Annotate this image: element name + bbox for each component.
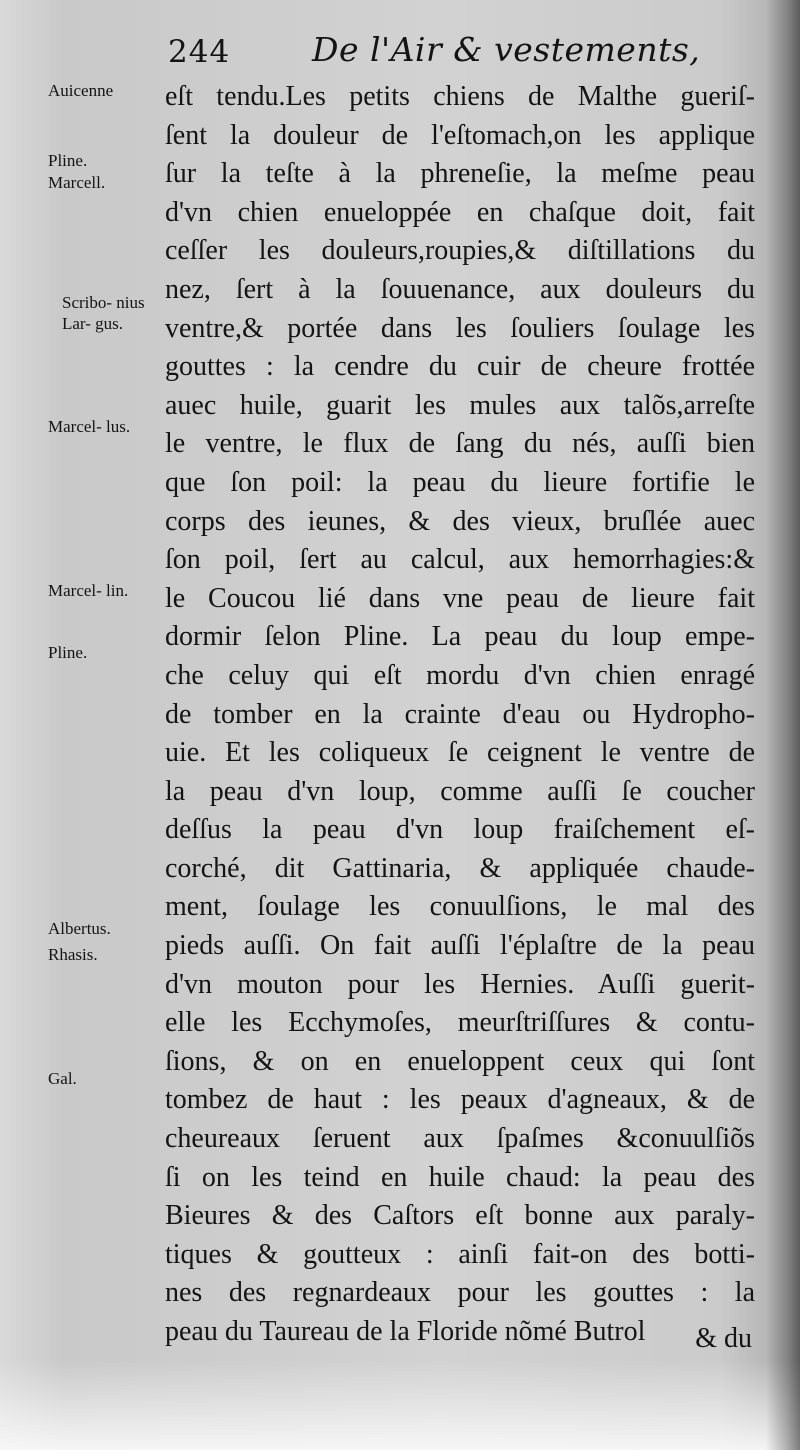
text-line: Bieures & des Caſtors eſt bonne aux paraly-: [165, 1200, 755, 1232]
margin-note: Pline.: [48, 643, 88, 662]
text-line: tombez de haut : les peaux d'agneaux, & de: [165, 1084, 755, 1116]
text-line: elle les Ecchymoſes, meurſtriſſures & contu-: [165, 1007, 755, 1039]
margin-note: Marcell.: [48, 173, 106, 192]
margin-note: Pline.: [48, 151, 88, 170]
margin-note: Marcel- lus.: [48, 417, 131, 436]
margin-note: Scribo- nius Lar- gus.: [62, 293, 145, 333]
text-line: d'vn mouton pour les Hernies. Auſſi guerit-: [165, 968, 755, 1000]
text-line: tiques & goutteux : ainſi fait-on des botti-: [165, 1238, 755, 1270]
page-number: 244: [168, 34, 231, 70]
text-line: deſſus la peau d'vn loup fraiſchement eſ-: [165, 814, 755, 846]
text-line: ſent la douleur de l'eſtomach,on les applique: [165, 119, 755, 151]
running-title: De l'Air & vestements,: [312, 30, 701, 69]
text-line: corps des ieunes, & des vieux, bruſlée auec: [165, 505, 755, 537]
catchword: & du: [695, 1323, 752, 1354]
text-line: che celuy qui eſt mordu d'vn chien enragé: [165, 659, 755, 691]
text-line: le Coucou lié dans vne peau de lieure fait: [165, 582, 755, 614]
text-line: nez, ſert à la ſouuenance, aux douleurs du: [165, 273, 755, 305]
text-line: ment, ſoulage les conuulſions, le mal des: [165, 891, 755, 923]
body-text: [165, 78, 755, 1352]
text-line: ſions, & on en enueloppent ceux qui ſont: [165, 1045, 755, 1077]
text-line: dormir ſelon Pline. La peau du loup empe-: [165, 621, 755, 653]
text-line: gouttes : la cendre du cuir de cheure frottée: [165, 351, 755, 383]
text-line: nes des regnardeaux pour les gouttes : la: [165, 1277, 755, 1309]
page-bottom-shade: [0, 1360, 800, 1450]
text-line: ſur la teſte à la phreneſie, la meſme peau: [165, 158, 755, 190]
text-line: pieds auſſi. On fait auſſi l'éplaſtre de la peau: [165, 930, 755, 962]
text-line: le ventre, le flux de ſang du nés, auſſi bien: [165, 428, 755, 460]
text-line: eſt tendu.Les petits chiens de Malthe gueriſ-: [165, 81, 755, 112]
text-line: ſi on les teind en huile chaud: la peau des: [165, 1161, 755, 1193]
text-line: ceſſer les douleurs,roupies,& diſtillations du: [165, 235, 755, 267]
page-header: [0, 18, 800, 68]
margin-note: Albertus.: [48, 919, 111, 938]
text-line: ventre,& portée dans les ſouliers ſoulage les: [165, 312, 755, 344]
margin-note: Gal.: [48, 1069, 77, 1088]
margin-note: Rhasis.: [48, 945, 98, 964]
text-line: la peau d'vn loup, comme auſſi ſe coucher: [165, 775, 755, 807]
margin-note: Marcel- lin.: [48, 581, 129, 600]
text-line: cheureaux ſeruent aux ſpaſmes &conuulſiõs: [165, 1123, 755, 1155]
text-line: que ſon poil: la peau du lieure fortifie le: [165, 466, 755, 498]
text-line: ſon poil, ſert au calcul, aux hemorrhagies:&: [165, 544, 755, 576]
text-line: auec huile, guarit les mules aux talõs,arreſte: [165, 389, 755, 421]
text-line: d'vn chien enueloppée en chaſque doit, fait: [165, 196, 755, 228]
margin-note: Auicenne: [48, 81, 114, 100]
text-line: de tomber en la crainte d'eau ou Hydropho-: [165, 698, 755, 730]
text-line: corché, dit Gattinaria, & appliquée chaude-: [165, 852, 755, 884]
text-line: peau du Taureau de la Floride nõmé Butrol: [165, 1316, 646, 1347]
text-line: uie. Et les coliqueux ſe ceignent le ventre de: [165, 737, 755, 769]
